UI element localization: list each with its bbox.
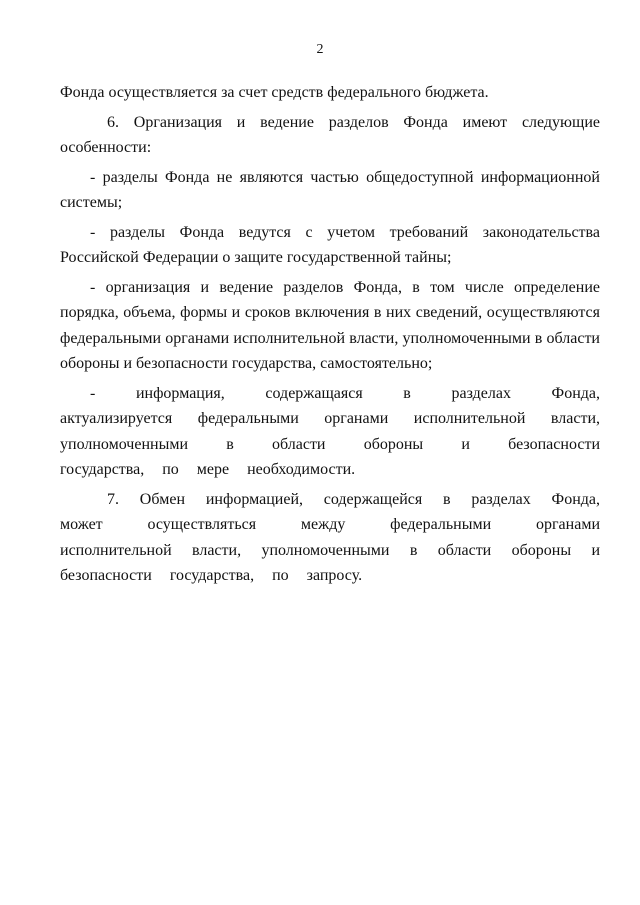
list-item-actualization: - информация, содержащаяся в разделах Фонда, актуализируется федеральными органами исполнительной власти, уполномоченными в области обороны и безопасности государства, по мере необходимости. — [60, 384, 600, 478]
paragraph-funding: Фонда осуществляется за счет средств федерального бюджета. — [60, 84, 489, 101]
list-item-not-public: - разделы Фонда не являются частью общедоступной информационной системы; — [60, 168, 600, 211]
list-item-state-secret: - разделы Фонда ведутся с учетом требований законодательства Российской Федерации о защите государственной тайны; — [60, 223, 600, 266]
document-body — [60, 80, 600, 589]
list-item-organization: - организация и ведение разделов Фонда, в том числе определение порядка, объема, формы и сроков включения в них сведений, осуществляются федеральными органами исполнительной власти, уполномоченными в области обороны и безопасности государства, самостоятельно; — [60, 278, 600, 372]
paragraph-item-6: 6. Организация и ведение разделов Фонда имеют следующие особенности: — [60, 113, 600, 156]
paragraph-item-7: 7. Обмен информацией, содержащейся в разделах Фонда, может осуществляться между федеральными органами исполнительной власти, уполномоченными в области обороны и безопасности государства, по запросу. — [60, 490, 600, 584]
page-number: 2 — [316, 42, 324, 57]
